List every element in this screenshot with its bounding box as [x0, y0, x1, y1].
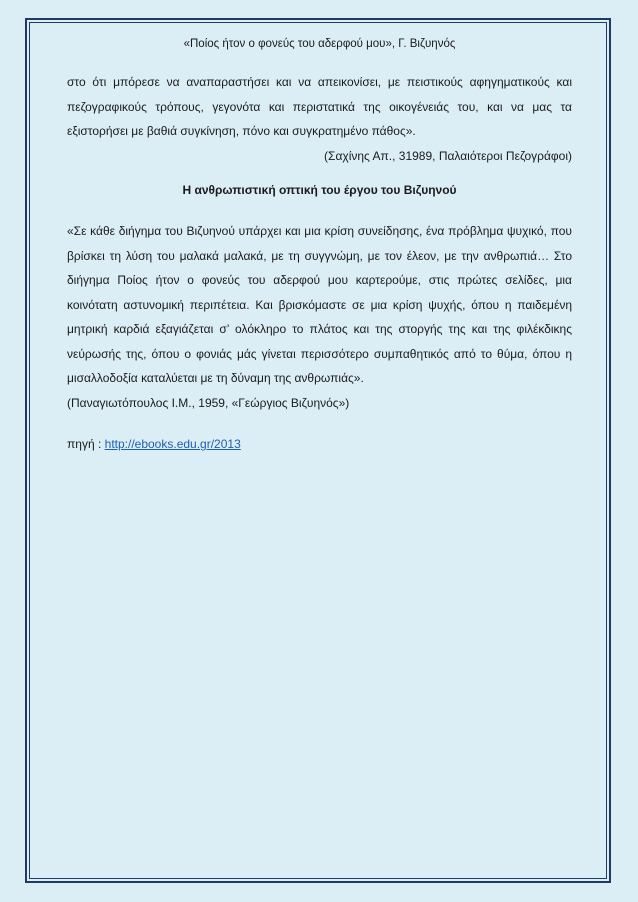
- source-label: πηγή :: [67, 437, 102, 451]
- spacer: [67, 415, 572, 432]
- source-line: [67, 432, 572, 457]
- page-content: [67, 36, 572, 457]
- page-header: «Ποίος ήτον ο φονεύς του αδερφού μου», Γ. Βιζυηνός: [183, 38, 456, 50]
- intro-paragraph: στο ότι μπόρεσε να αναπαραστήσει και να απεικονίσει, με πειστικούς αφηγηματικούς και πεζογραφικούς τρόπους, γεγονότα και περιστατικά της οικογένειάς του, και να μας τα εξιστορήσει με βαθιά συγκίνηση, πόνο και συγκρατημένο πάθος».: [67, 75, 572, 138]
- quote-paragraph: «Σε κάθε διήγημα του Βιζυηνού υπάρχει και μια κρίση συνείδησης, ένα πρόβλημα ψυχικό, που βρίσκει τη λύση του μαλακά μαλακά, με τη συγγνώμη, με τον έλεον, με την ανθρωπιά… Στο διήγημα Ποίος ήτον ο φονεύς του αδερφού μου καρτερούμε, στις πρώτες σελίδες, μια κοινότατη αστυνομική περιπέτεια. Και βρισκόμαστε σε μια κρίση ψυχής, όπου η παιδεμένη μητρική καρδιά εξαγιάζεται σ’ ολόκληρο το πλάτος και της στοργής της και της φιλέκδικης νεύρωσής της, όπου ο φονιάς μάς γίνεται περισσότερο συμπαθητικός από το θύμα, όπου η μισαλλοδοξία καταλύεται με τη δύναμη της ανθρωπιάς».: [67, 224, 572, 385]
- section-heading: Η ανθρωπιστική οπτική του έργου του Βιζυηνού: [182, 183, 457, 197]
- intro-citation: (Σαχίνης Απ., 31989, Παλαιότεροι Πεζογράφοι): [324, 148, 572, 163]
- source-link[interactable]: http://ebooks.edu.gr/2013: [104, 437, 241, 451]
- quote-citation: (Παναγιωτόπουλος Ι.Μ., 1959, «Γεώργιος Βιζυηνός»): [67, 395, 350, 410]
